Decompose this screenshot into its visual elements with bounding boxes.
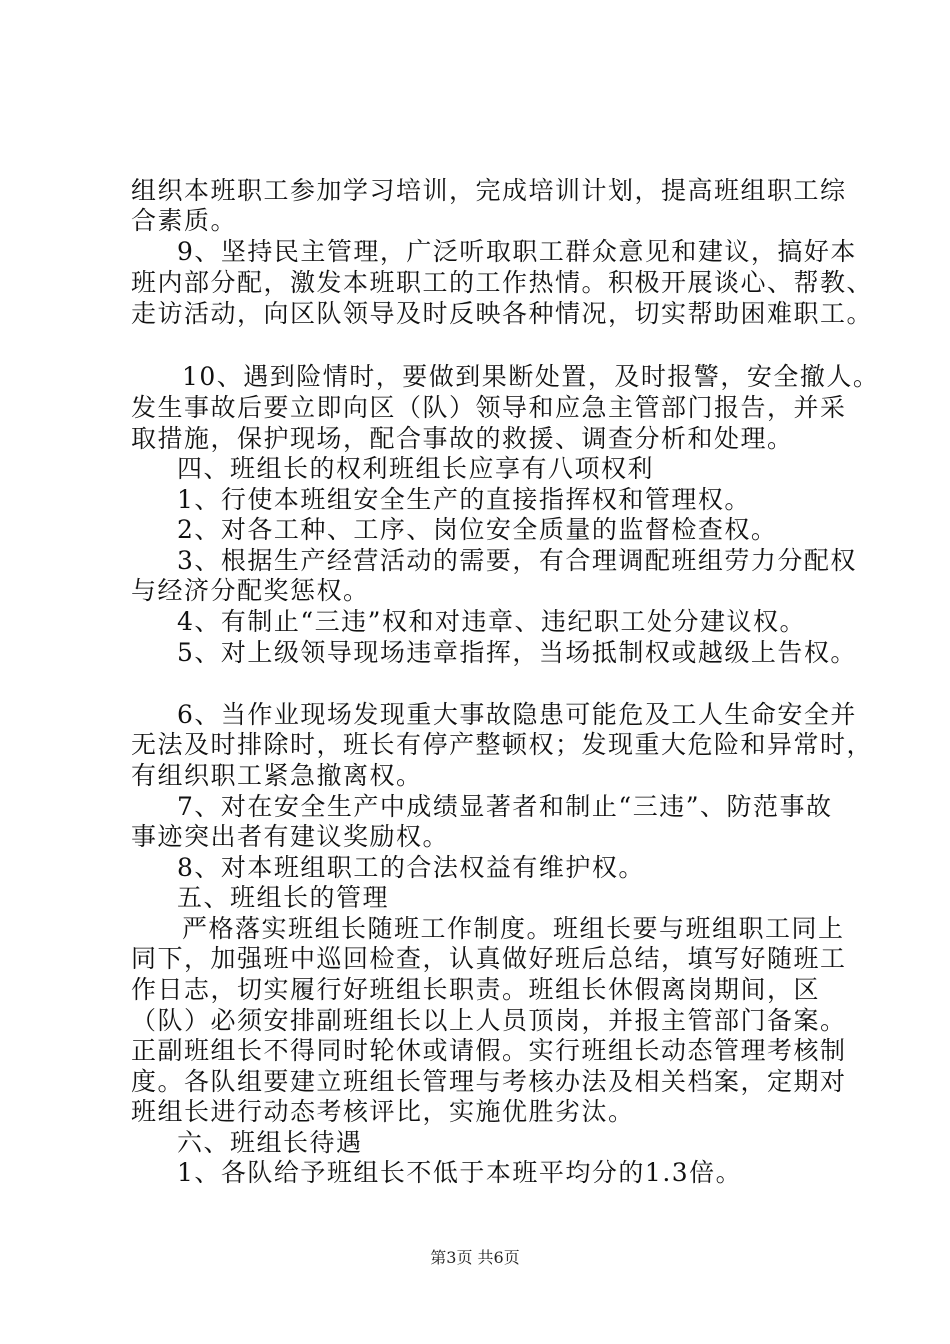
section-heading: 四、班组长的权利班组长应享有八项权利 [177, 454, 655, 483]
text-line: 班内部分配，激发本班职工的工作热情。积极开展谈心、帮教、 [131, 268, 874, 297]
text-line: 严格落实班组长随班工作制度。班组长要与班组职工同上 [182, 914, 845, 943]
text-line: 度。各队组要建立班组长管理与考核办法及相关档案，定期对 [131, 1067, 847, 1096]
text-line: 合素质。 [131, 206, 238, 235]
text-line: 事迹突出者有建议奖励权。 [131, 822, 450, 851]
text-line: （队）必须安排副班组长以上人员顶岗，并报主管部门备案。 [131, 1006, 847, 1035]
text-line: 作日志，切实履行好班组长职责。班组长休假离岗期间，区 [131, 975, 821, 1004]
text-line: 9、坚持民主管理，广泛听取职工群众意见和建议，搞好本 [177, 237, 857, 266]
text-line: 走访活动，向区队领导及时反映各种情况，切实帮助困难职工。 [131, 299, 874, 328]
text-line: 取措施，保护现场，配合事故的救援、调查分析和处理。 [131, 424, 794, 453]
text-line: 班组长进行动态考核评比，实施优胜劣汰。 [131, 1097, 635, 1126]
text-line: 5、对上级领导现场违章指挥，当场抵制权或越级上告权。 [177, 638, 857, 667]
text-line: 8、对本班组职工的合法权益有维护权。 [177, 853, 645, 882]
text-line: 同下，加强班中巡回检查，认真做好班后总结，填写好随班工 [131, 944, 847, 973]
text-line: 4、有制止“三违”权和对违章、违纪职工处分建议权。 [177, 607, 806, 636]
text-line: 组织本班职工参加学习培训，完成培训计划，提高班组职工综 [131, 176, 847, 205]
page-number-footer: 第3页 共6页 [430, 1248, 520, 1267]
text-line: 7、对在安全生产中成绩显著者和制止“三违”、防范事故 [177, 792, 833, 821]
text-line: 1、行使本班组安全生产的直接指挥权和管理权。 [177, 485, 751, 514]
text-line: 与经济分配奖惩权。 [131, 576, 370, 605]
text-line: 有组织职工紧急撤离权。 [131, 761, 423, 790]
text-line: 10、遇到险情时，要做到果断处置，及时报警，安全撤人。 [182, 362, 880, 391]
section-heading: 六、班组长待遇 [177, 1128, 363, 1157]
text-line: 发生事故后要立即向区（队）领导和应急主管部门报告，并采 [131, 393, 847, 422]
text-line: 正副班组长不得同时轮休或请假。实行班组长动态管理考核制 [131, 1036, 847, 1065]
section-heading: 五、班组长的管理 [177, 883, 390, 912]
text-line: 无法及时排除时，班长有停产整顿权；发现重大危险和异常时， [131, 730, 874, 759]
text-line: 1、各队给予班组长不低于本班平均分的1.3倍。 [177, 1158, 743, 1187]
text-line: 3、根据生产经营活动的需要，有合理调配班组劳力分配权 [177, 546, 857, 575]
text-line: 2、对各工种、工序、岗位安全质量的监督检查权。 [177, 515, 778, 544]
text-line: 6、当作业现场发现重大事故隐患可能危及工人生命安全并 [177, 700, 857, 729]
